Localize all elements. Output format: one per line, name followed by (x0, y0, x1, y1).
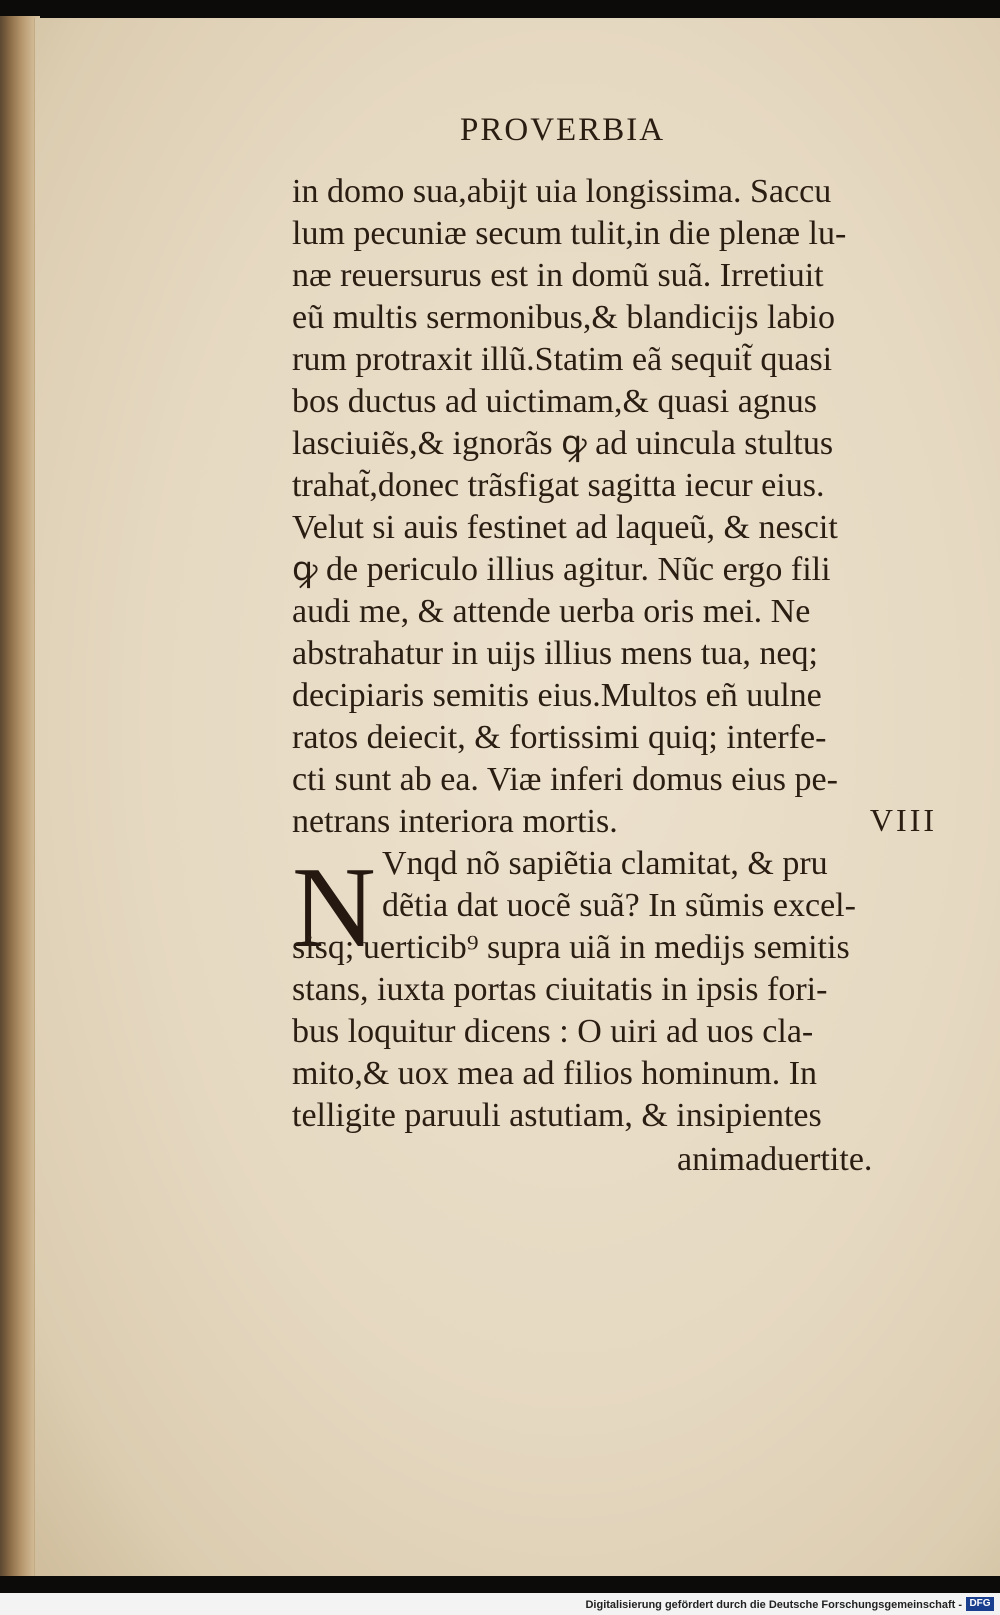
text-line-last: animaduertite. (677, 1141, 873, 1178)
text-line: audi me, & attende uerba oris mei. Ne (292, 593, 811, 630)
text-line: decipiaris semitis eius.Multos eñ uulne (292, 677, 822, 714)
text-line: cti sunt ab ea. Viæ inferi domus eius pe- (292, 761, 838, 798)
text-line: eũ multis sermonibus,& blandicijs labio (292, 299, 836, 336)
text-line: stans, iuxta portas ciuitatis in ipsis fori- (292, 971, 828, 1008)
text-line: bos ductus ad uictimam,& quasi agnus (292, 383, 818, 420)
text-line: lasciuiẽs,& ignorãs ꝙ ad uincula stultus (292, 425, 834, 462)
text-line: trahat̃,donec trãsfigat sagitta iecur eius. (292, 467, 825, 504)
text-line: telligite paruuli astutiam, & insipientes (292, 1097, 822, 1134)
text-line: netrans interiora mortis. (292, 803, 618, 840)
text-line: in domo sua,abijt uia longissima. Saccu (292, 173, 832, 210)
footer-bar (0, 1593, 1000, 1615)
text-line: lum pecuniæ secum tulit,in die plenæ lu- (292, 215, 847, 252)
text-line: ꝙ de periculo illius agitur. Nũc ergo fili (292, 551, 831, 588)
text-line: mito,& uox mea ad filios hominum. In (292, 1055, 818, 1092)
text-line: ratos deiecit, & fortissimi quiq; interfe- (292, 719, 827, 756)
running-head: PROVERBIA (460, 112, 666, 148)
text-line: rum protraxit illũ.Statim eã sequit̃ quasi (292, 341, 833, 378)
text-line: bus loquitur dicens : O uiri ad uos cla- (292, 1013, 814, 1050)
footer-credit: Digitalisierung gefördert durch die Deutsche Forschungsgemeinschaft - (585, 1599, 962, 1611)
text-line: Velut si auis festinet ad laqueũ, & nescit (292, 509, 838, 546)
text-line: Vnqd nõ sapiẽtia clamitat, & pru (382, 845, 828, 882)
initial-letter: N (292, 844, 376, 972)
dfg-logo-icon: DFG (966, 1597, 994, 1611)
text-line: dẽtia dat uocẽ suã? In sũmis excel- (382, 887, 856, 924)
text-line: sisq; uerticib⁹ supra uiã in medijs semitis (292, 929, 850, 966)
text-line: abstrahatur in uijs illius mens tua, neq; (292, 635, 818, 672)
text-line: næ reuersurus est in domũ suã. Irretiuit (292, 257, 824, 294)
chapter-number: VIII (869, 802, 937, 838)
